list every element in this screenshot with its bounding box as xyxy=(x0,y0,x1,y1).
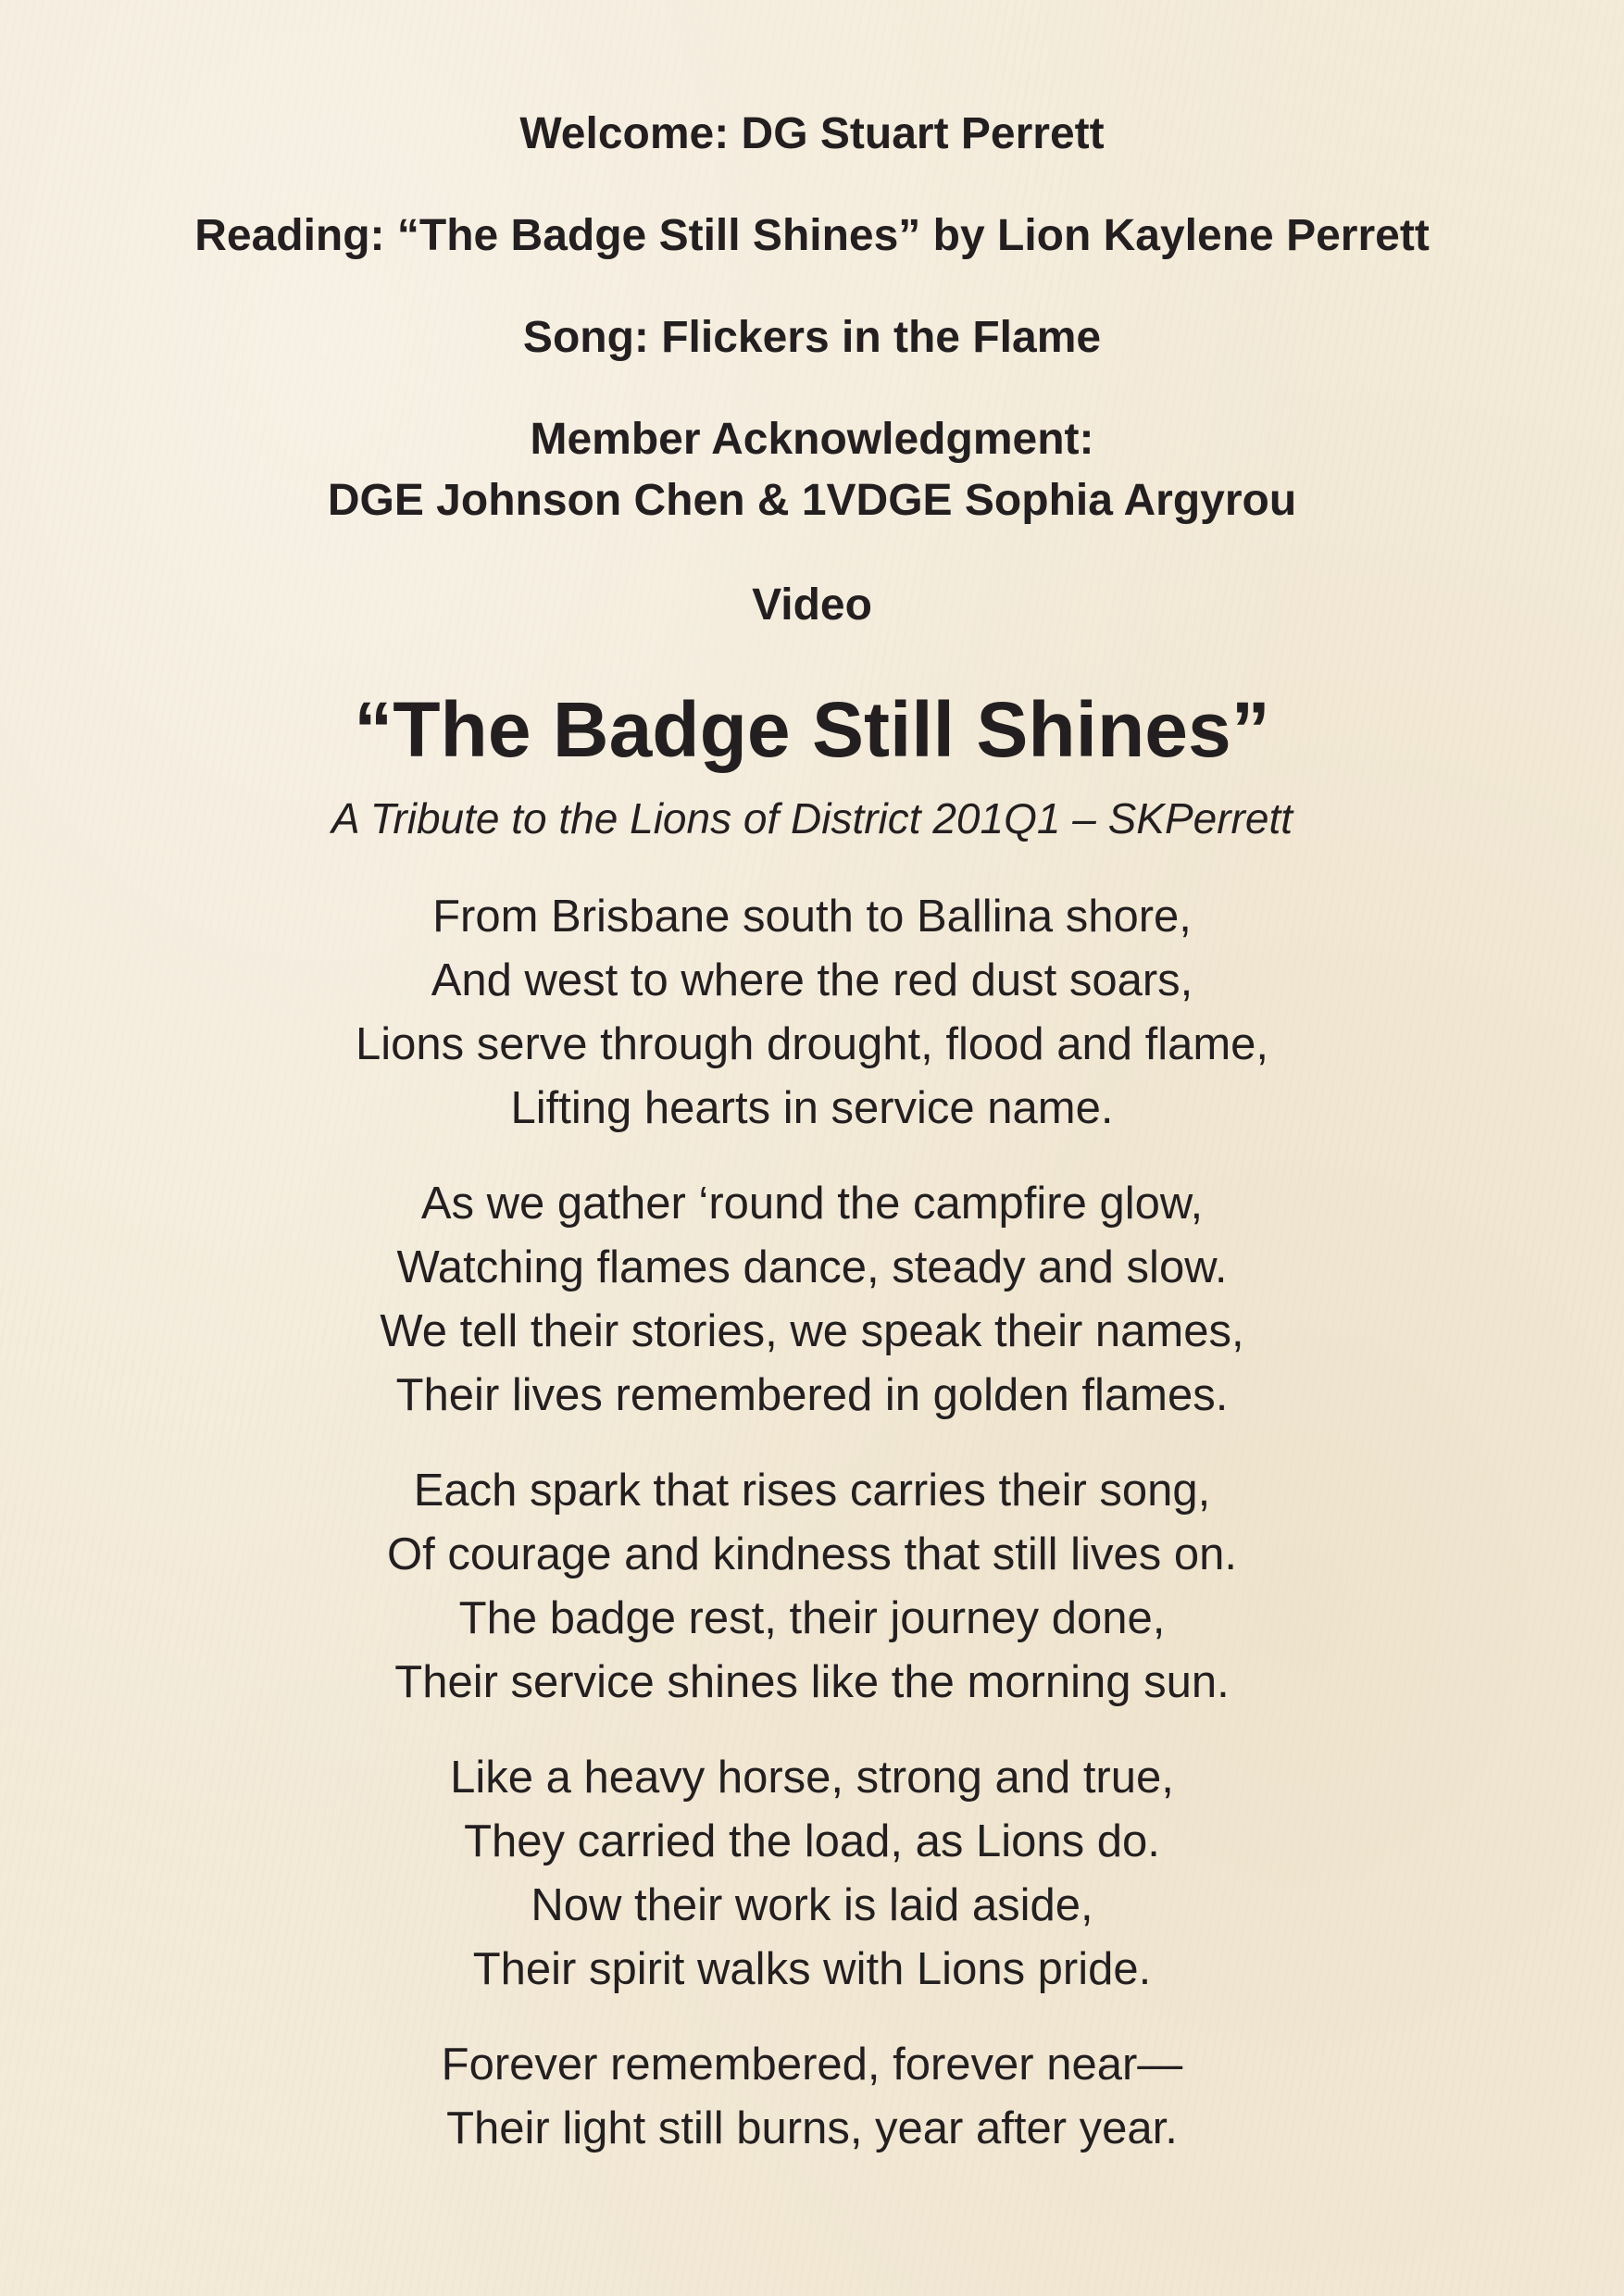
program-reading: Reading: “The Badge Still Shines” by Lion Kaylene Perrett xyxy=(194,211,1430,260)
poem-line: Now their work is laid aside, xyxy=(531,1880,1093,1930)
program-welcome: Welcome: DG Stuart Perrett xyxy=(519,109,1105,158)
poem-line: Watching flames dance, steady and slow. xyxy=(396,1242,1228,1292)
poem-line: As we gather ‘round the campfire glow, xyxy=(420,1179,1204,1229)
poem-line: Their service shines like the morning sun. xyxy=(394,1657,1230,1707)
poem-line: And west to where the red dust soars, xyxy=(431,955,1193,1005)
poem-line: Their lives remembered in golden flames. xyxy=(395,1370,1229,1420)
poem-title: “The Badge Still Shines” xyxy=(354,686,1270,773)
poem-line: Lions serve through drought, flood and flame, xyxy=(355,1019,1269,1069)
program-song: Song: Flickers in the Flame xyxy=(522,313,1102,362)
poem-stanza-1 xyxy=(0,885,1624,1141)
poem-line: Of courage and kindness that still lives on. xyxy=(387,1529,1237,1579)
poem-line: Lifting hearts in service name. xyxy=(510,1083,1114,1133)
program-acknowledgment xyxy=(0,409,1624,531)
poem-line: Each spark that rises carries their song, xyxy=(413,1466,1211,1516)
poem-line: Their light still burns, year after year. xyxy=(446,2103,1178,2153)
poem-stanza-2 xyxy=(0,1172,1624,1428)
poem-subtitle: A Tribute to the Lions of District 201Q1 – SKPerrett xyxy=(331,794,1293,842)
poem-line: The badge rest, their journey done, xyxy=(458,1593,1166,1643)
poem-line: Forever remembered, forever near— xyxy=(441,2040,1183,2090)
poem-line: We tell their stories, we speak their names, xyxy=(380,1306,1244,1356)
poem-line: From Brisbane south to Ballina shore, xyxy=(432,892,1192,942)
acknowledgment-heading: Member Acknowledgment: xyxy=(530,415,1094,464)
poem-line: They carried the load, as Lions do. xyxy=(464,1816,1160,1866)
poem-line: Like a heavy horse, strong and true, xyxy=(450,1753,1174,1803)
poem-stanza-5 xyxy=(0,2033,1624,2161)
acknowledgment-names: DGE Johnson Chen & 1VDGE Sophia Argyrou xyxy=(327,476,1297,525)
poem-stanza-3 xyxy=(0,1459,1624,1715)
poem-line: Their spirit walks with Lions pride. xyxy=(472,1944,1152,1994)
program-video: Video xyxy=(752,580,872,630)
poem-stanza-4 xyxy=(0,1746,1624,2002)
